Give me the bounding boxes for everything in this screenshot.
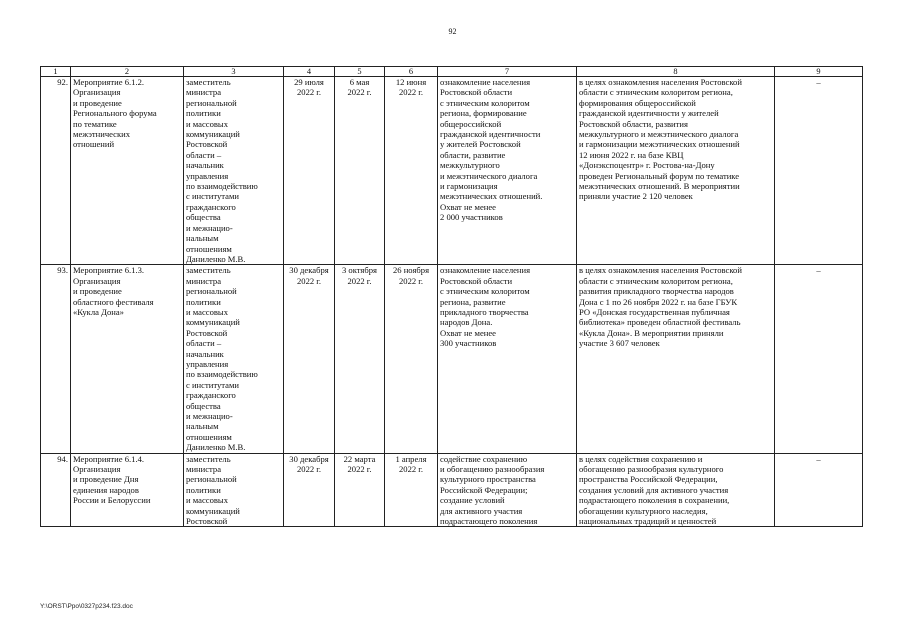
responsible-cell: заместитель министра региональной политики и массовых коммуникаций Ростовской области – начальник управления по взаимодействию с институтами гражданского общества и межнацио- нальным отношениям Даниленко М.В. bbox=[184, 77, 284, 265]
row-number: 94. bbox=[41, 453, 71, 527]
col-header-8: 8 bbox=[577, 67, 775, 77]
end-date-cell: 12 июня 2022 г. bbox=[385, 77, 438, 265]
report-table bbox=[40, 66, 863, 527]
responsible-cell: заместитель министра региональной политики и массовых коммуникаций Ростовской bbox=[184, 453, 284, 527]
plan-date-cell: 29 июля 2022 г. bbox=[284, 77, 335, 265]
col-header-1: 1 bbox=[41, 67, 71, 77]
problems-cell: – bbox=[775, 453, 863, 527]
expected-result-cell: ознакомление населения Ростовской области с этническим колоритом региона, формирование общероссийской гражданской идентичности у жителей Ростовской области, развитие межкультурного и межэтнического диалога и гармонизация межэтнических отношений. Охват не менее 2 000 участников bbox=[438, 77, 577, 265]
table-row bbox=[41, 453, 863, 527]
start-date-cell: 6 мая 2022 г. bbox=[335, 77, 385, 265]
table-row bbox=[41, 77, 863, 265]
table-row bbox=[41, 265, 863, 453]
col-header-4: 4 bbox=[284, 67, 335, 77]
end-date-cell: 26 ноября 2022 г. bbox=[385, 265, 438, 453]
plan-date-cell: 30 декабря 2022 г. bbox=[284, 453, 335, 527]
event-cell: Мероприятие 6.1.2. Организация и проведение Регионального форума по тематике межэтнических отношений bbox=[71, 77, 184, 265]
col-header-2: 2 bbox=[71, 67, 184, 77]
col-header-7: 7 bbox=[438, 67, 577, 77]
file-path-footer: Y:\ORST\Ppo\0327p234.f23.doc bbox=[40, 603, 133, 610]
start-date-cell: 22 марта 2022 г. bbox=[335, 453, 385, 527]
achieved-result-cell: в целях содействия сохранению и обогащению разнообразия культурного пространства Российской Федерации, создания условий для активного участия подрастающего поколения в сохранении, обогащении культурного наследия, национальных традиций и ценностей bbox=[577, 453, 775, 527]
page-number: 92 bbox=[448, 27, 457, 36]
event-cell: Мероприятие 6.1.3. Организация и проведение областного фестиваля «Кукла Дона» bbox=[71, 265, 184, 453]
col-header-9: 9 bbox=[775, 67, 863, 77]
expected-result-cell: содействие сохранению и обогащению разнообразия культурного пространства Российской Федерации; создание условий для активного участия подрастающего поколения bbox=[438, 453, 577, 527]
problems-cell: – bbox=[775, 265, 863, 453]
event-cell: Мероприятие 6.1.4. Организация и проведение Дня единения народов России и Белоруссии bbox=[71, 453, 184, 527]
col-header-3: 3 bbox=[184, 67, 284, 77]
row-number: 92. bbox=[41, 77, 71, 265]
end-date-cell: 1 апреля 2022 г. bbox=[385, 453, 438, 527]
achieved-result-cell: в целях ознакомления населения Ростовской области с этническим колоритом региона, развития прикладного творчества народов Дона с 1 по 26 ноября 2022 г. на базе ГБУК РО «Донская государственная публичная библиотека» проведен областной фестиваль «Кукла Дона». В мероприятии приняли участие 3 607 человек bbox=[577, 265, 775, 453]
problems-cell: – bbox=[775, 77, 863, 265]
col-header-6: 6 bbox=[385, 67, 438, 77]
col-header-5: 5 bbox=[335, 67, 385, 77]
start-date-cell: 3 октября 2022 г. bbox=[335, 265, 385, 453]
header-row bbox=[41, 67, 863, 77]
row-number: 93. bbox=[41, 265, 71, 453]
expected-result-cell: ознакомление населения Ростовской области с этническим колоритом региона, развитие прикладного творчества народов Дона. Охват не менее 300 участников bbox=[438, 265, 577, 453]
responsible-cell: заместитель министра региональной политики и массовых коммуникаций Ростовской области – начальник управления по взаимодействию с институтами гражданского общества и межнацио- нальным отношениям Даниленко М.В. bbox=[184, 265, 284, 453]
plan-date-cell: 30 декабря 2022 г. bbox=[284, 265, 335, 453]
achieved-result-cell: в целях ознакомления населения Ростовской области с этническим колоритом региона, формирования общероссийской гражданской идентичности у жителей Ростовской области, развития межкультурного и межэтнического диалога и гармонизации межэтнических отношений 12 июня 2022 г. на базе КВЦ «Донэкспоцентр» г. Ростова-на-Дону проведен Региональный форум по тематике межэтнических отношений. В мероприятии приняли участие 2 120 человек bbox=[577, 77, 775, 265]
